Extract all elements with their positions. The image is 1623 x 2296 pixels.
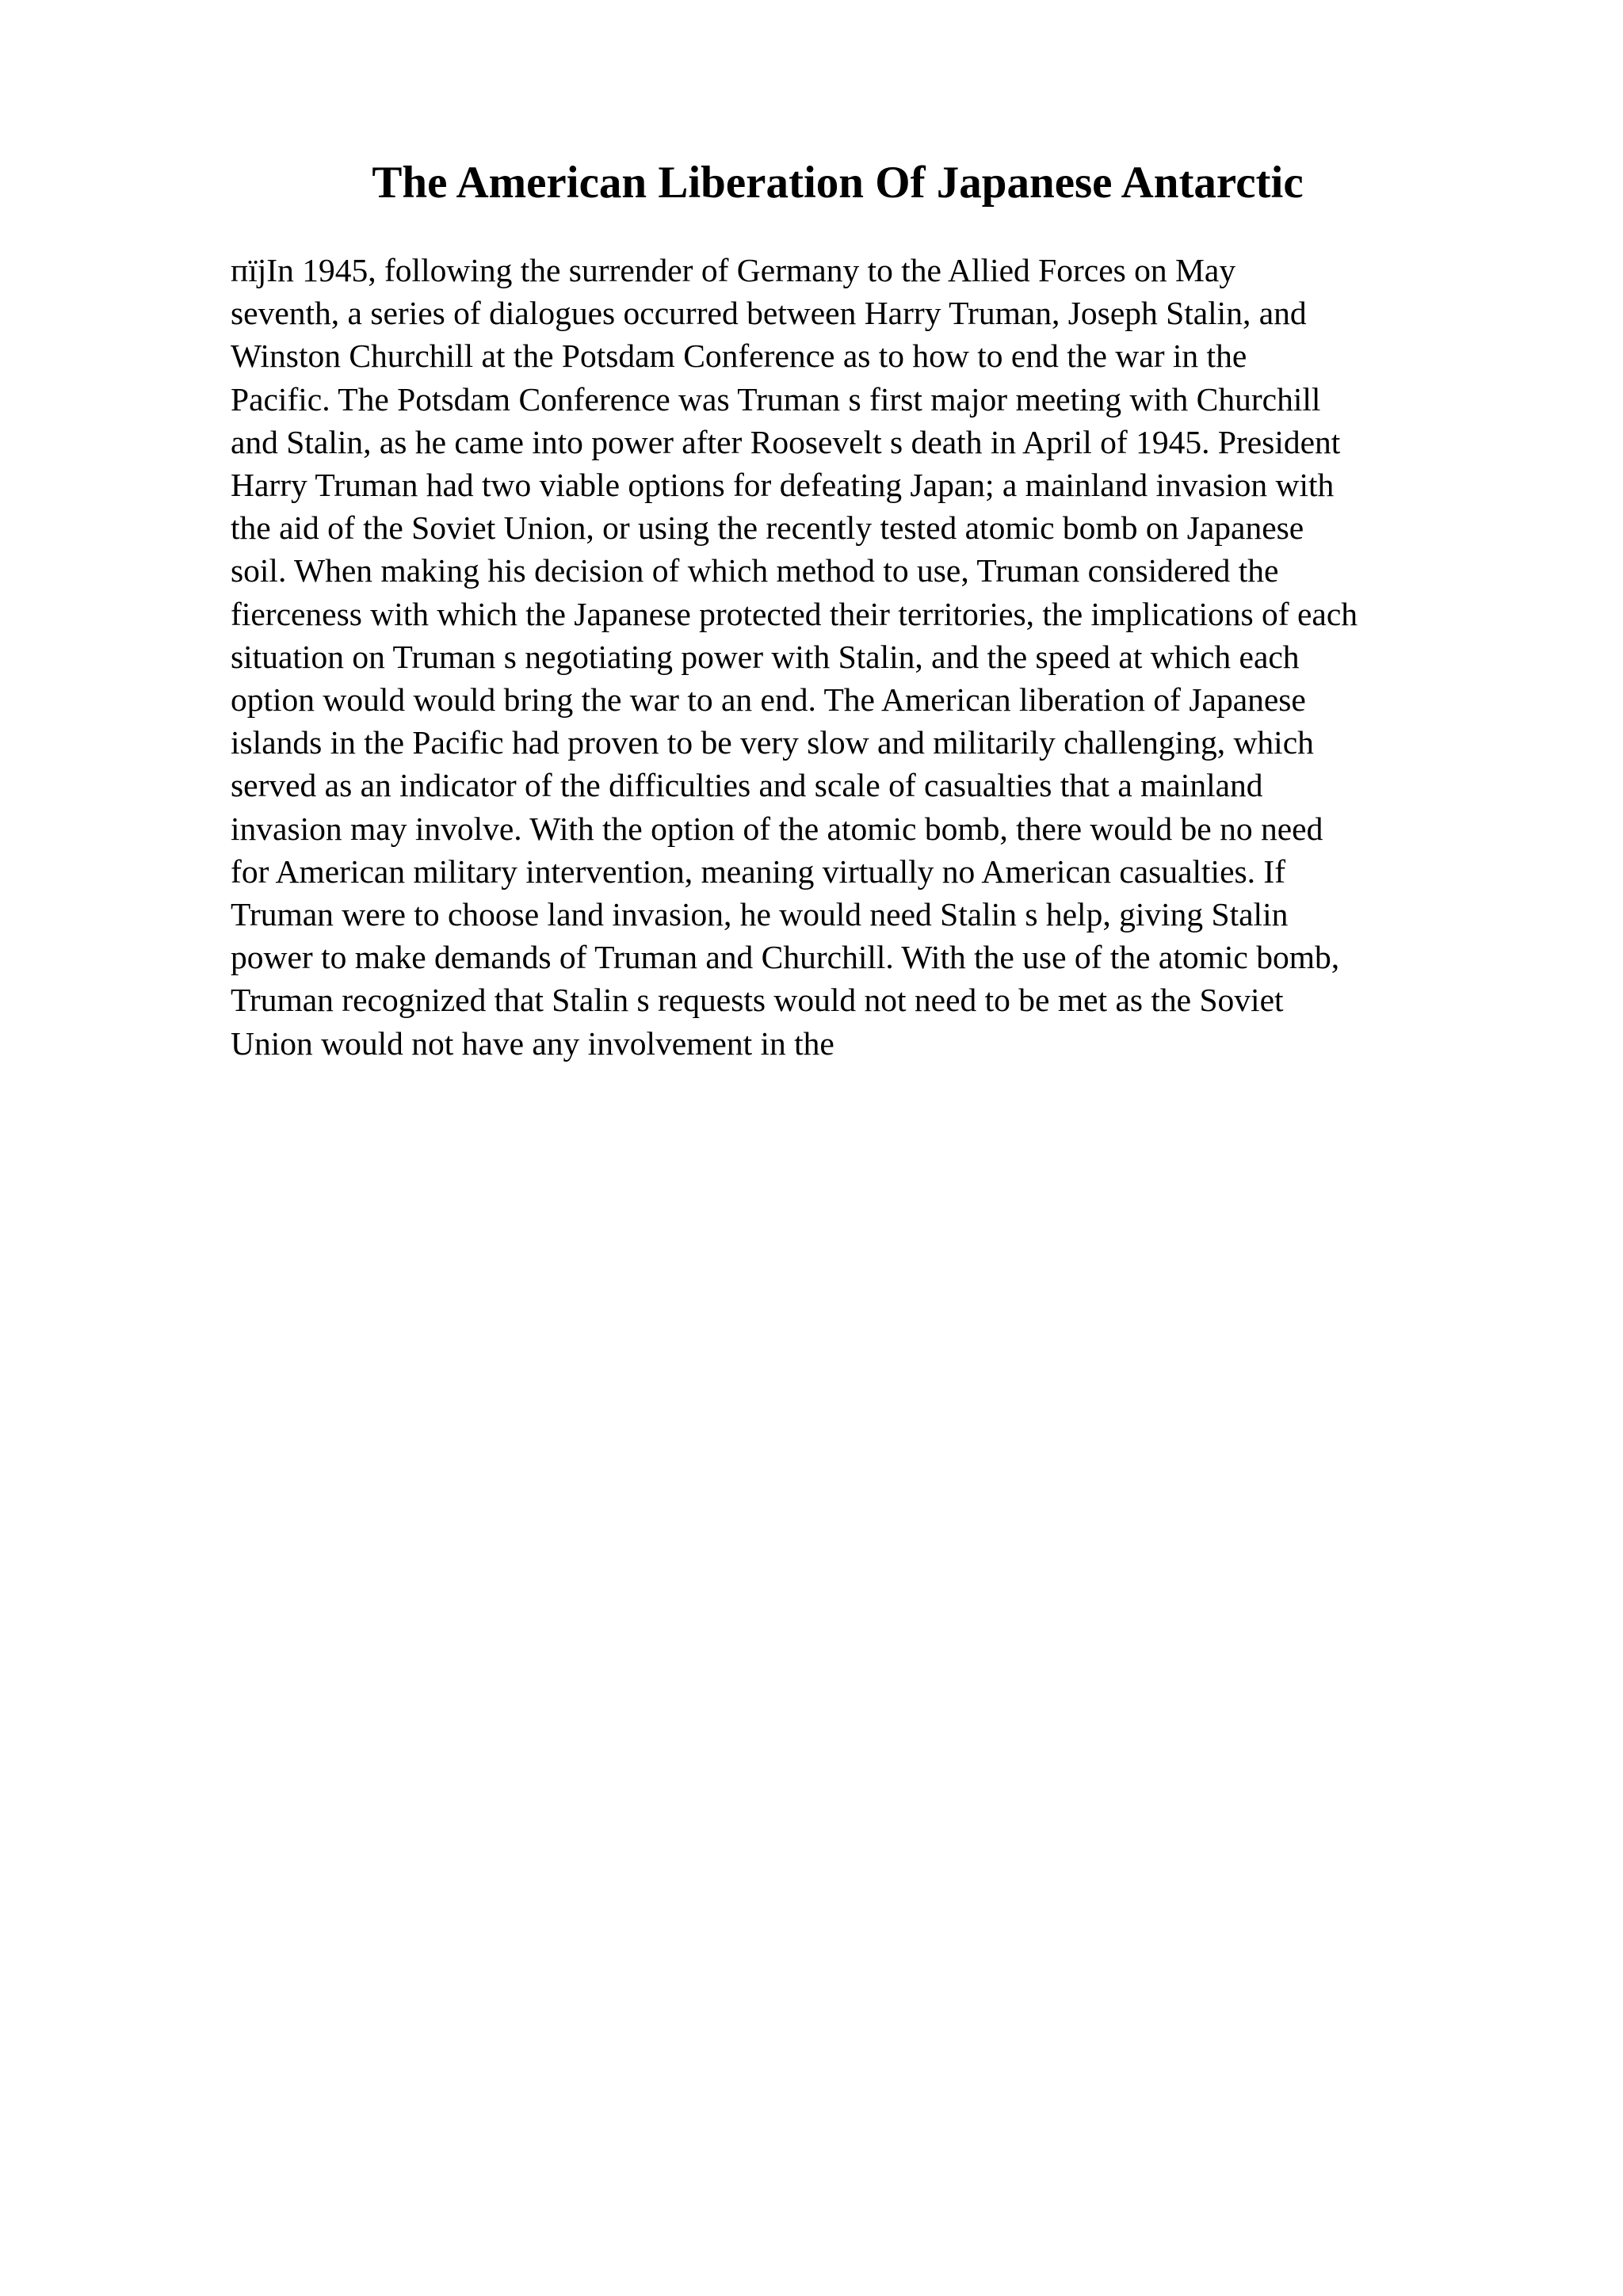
body-line: islands in the Pacific had proven to be very slow and militarily challenging, which [231,724,1314,761]
document-title: The American Liberation Of Japanese Antarctic [372,158,1304,208]
body-line: option would would bring the war to an end. The American liberation of Japanese [231,681,1306,719]
body-line: Winston Churchill at the Potsdam Conference as to how to end the war in the [231,338,1247,375]
body-line: seventh, a series of dialogues occurred between Harry Truman, Joseph Stalin, and [231,295,1307,332]
body-line: пїјIn 1945, following the surrender of Germany to the Allied Forces on May [231,252,1236,288]
body-line: served as an indicator of the difficulties and scale of casualties that a mainland [231,767,1263,804]
document-body [231,249,1530,1065]
body-line: Truman recognized that Stalin s requests would not need to be met as the Soviet [231,982,1284,1019]
body-line: Harry Truman had two viable options for defeating Japan; a mainland invasion with [231,467,1335,504]
body-line: invasion may involve. With the option of the atomic bomb, there would be no need [231,810,1323,847]
body-line: Union would not have any involvement in the [231,1024,834,1062]
body-line: for American military intervention, meaning virtually no American casualties. If [231,852,1286,890]
body-line: soil. When making his decision of which method to use, Truman considered the [231,552,1279,589]
body-line: power to make demands of Truman and Churchill. With the use of the atomic bomb, [231,939,1340,976]
body-line: the aid of the Soviet Union, or using the recently tested atomic bomb on Japanese [231,509,1304,547]
body-line: situation on Truman s negotiating power with Stalin, and the speed at which each [231,638,1300,675]
body-line: and Stalin, as he came into power after Roosevelt s death in April of 1945. President [231,423,1341,460]
body-line: Pacific. The Potsdam Conference was Truman s first major meeting with Churchill [231,380,1321,418]
body-line: Truman were to choose land invasion, he would need Stalin s help, giving Stalin [231,896,1289,933]
body-line: fierceness with which the Japanese protected their territories, the implications of each [231,595,1358,632]
